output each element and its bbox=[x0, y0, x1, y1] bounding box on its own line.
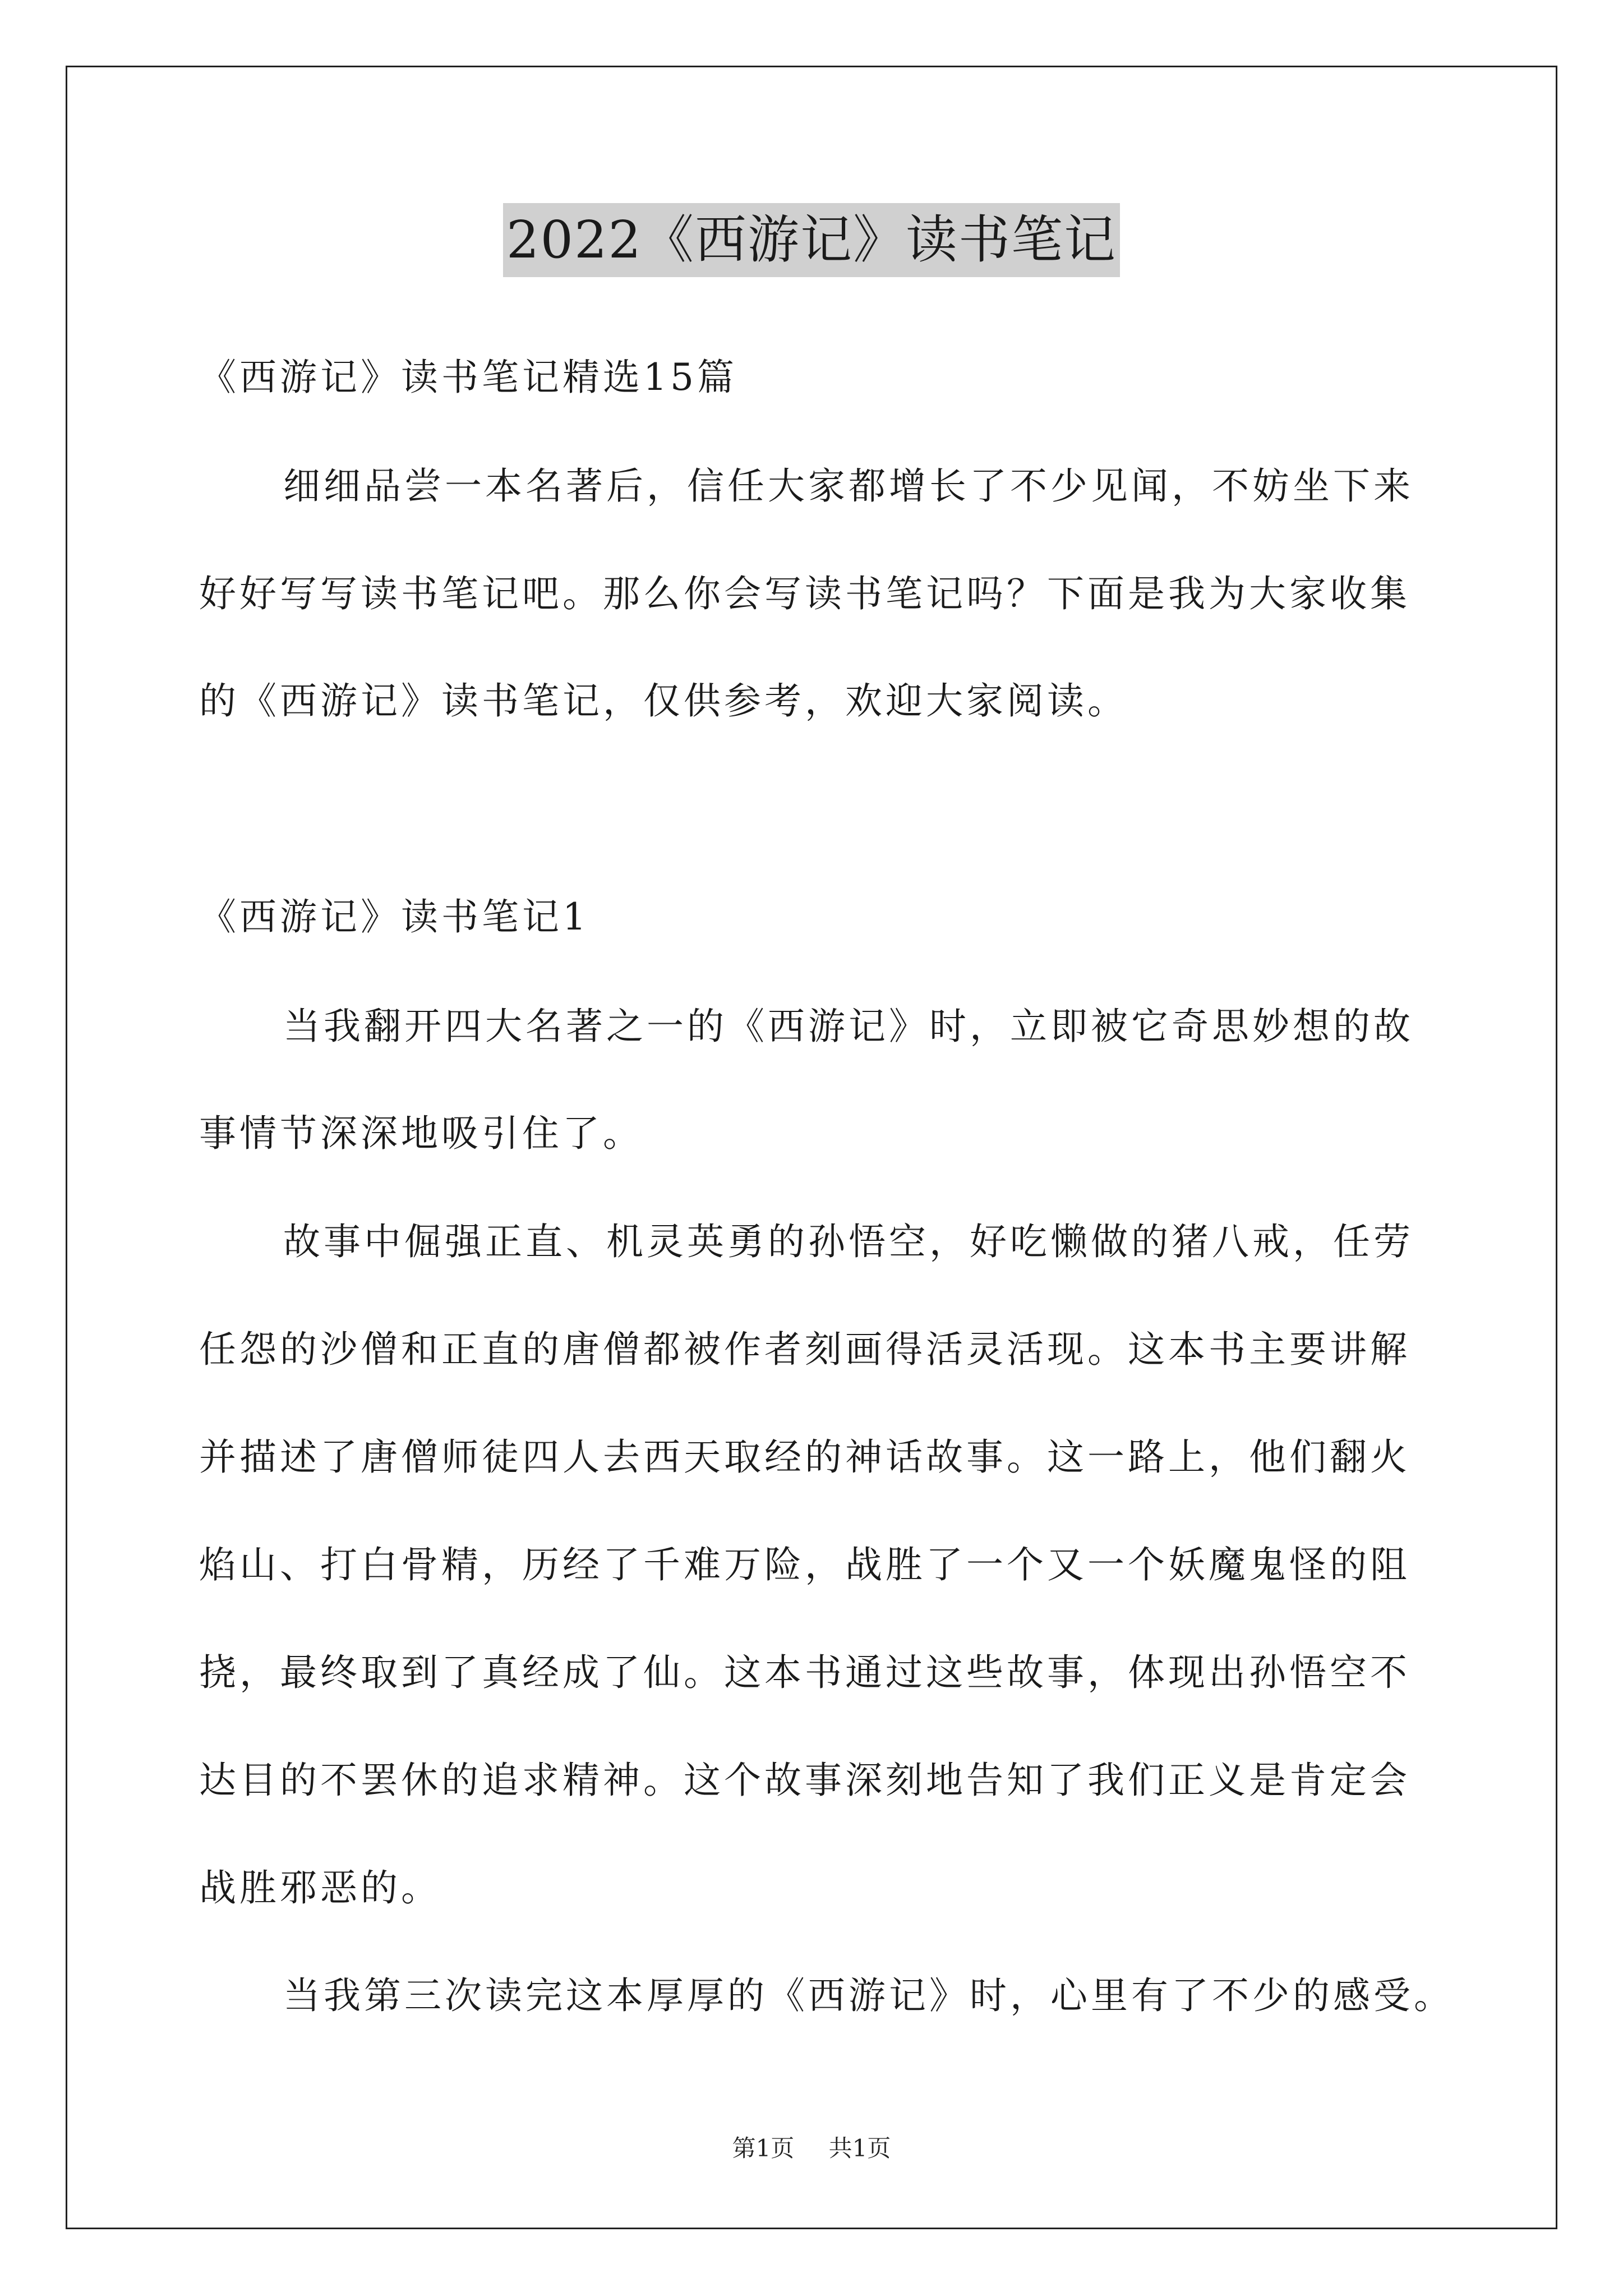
intro-line-2: 好好写写读书笔记吧。那么你会写读书笔记吗？下面是我为大家收集 bbox=[199, 572, 1410, 615]
section-heading: 《西游记》读书笔记1 bbox=[199, 895, 589, 938]
paragraph1-line-1: 当我翻开四大名著之一的《西游记》时，立即被它奇思妙想的故 bbox=[283, 1005, 1414, 1048]
intro-line-3: 的《西游记》读书笔记，仅供参考，欢迎大家阅读。 bbox=[199, 679, 1128, 723]
document-subtitle: 《西游记》读书笔记精选15篇 bbox=[199, 356, 737, 399]
document-title: 2022《西游记》读书笔记 bbox=[503, 203, 1120, 277]
title-container bbox=[0, 203, 1623, 277]
paragraph2-line-2: 任怨的沙僧和正直的唐僧都被作者刻画得活灵活现。这本书主要讲解 bbox=[199, 1328, 1410, 1371]
paragraph2-line-7: 战胜邪恶的。 bbox=[199, 1866, 441, 1910]
paragraph3-line-1: 当我第三次读完这本厚厚的《西游记》时，心里有了不少的感受。 bbox=[283, 1974, 1454, 2017]
page-footer bbox=[0, 2132, 1623, 2165]
intro-line-1: 细细品尝一本名著后，信任大家都增长了不少见闻，不妨坐下来 bbox=[283, 464, 1414, 508]
paragraph2-line-5: 挠，最终取到了真经成了仙。这本书通过这些故事，体现出孙悟空不 bbox=[199, 1651, 1410, 1694]
paragraph1-line-2: 事情节深深地吸引住了。 bbox=[199, 1112, 643, 1155]
paragraph2-line-1: 故事中倔强正直、机灵英勇的孙悟空，好吃懒做的猪八戒，任劳 bbox=[283, 1220, 1414, 1263]
paragraph2-line-3: 并描述了唐僧师徒四人去西天取经的神话故事。这一路上，他们翻火 bbox=[199, 1435, 1410, 1479]
paragraph2-line-4: 焰山、打白骨精，历经了千难万险，战胜了一个又一个妖魔鬼怪的阻 bbox=[199, 1543, 1410, 1586]
paragraph2-line-6: 达目的不罢休的追求精神。这个故事深刻地告知了我们正义是肯定会 bbox=[199, 1759, 1410, 1802]
footer-page-total: 共1页 bbox=[828, 2134, 891, 2162]
footer-page-current: 第1页 bbox=[732, 2134, 795, 2162]
